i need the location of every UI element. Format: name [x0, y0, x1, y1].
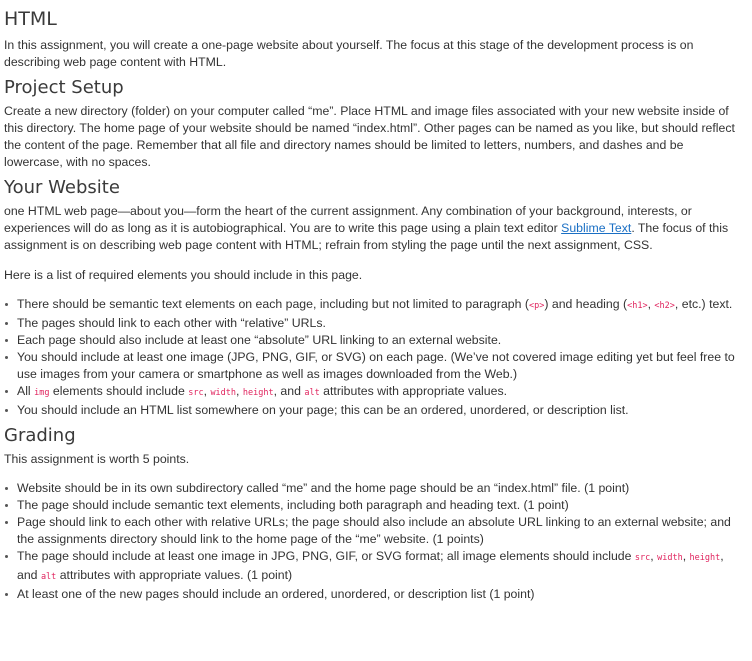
code-width: width [657, 553, 683, 563]
html-intro-paragraph: In this assignment, you will create a one-page website about yourself. The focus at this stage of the development process is on describing web page content with HTML. [4, 38, 694, 69]
requirement-absolute-url: Each page should also include at least one “absolute” URL linking to an external website. [4, 332, 744, 349]
project-setup-heading: Project Setup [4, 77, 124, 98]
code-p-tag: <p> [529, 301, 545, 311]
code-height: height [242, 388, 274, 398]
grading-item-image: The page should include at least one image in JPG, PNG, GIF, or SVG format; all image elements should include src, width, height, and alt attributes with appropriate values. (1 point) [4, 548, 744, 586]
requirement-img-attributes: All img elements should include src, width, height, and alt attributes with appropriate values. [4, 383, 744, 402]
code-src: src [634, 553, 651, 563]
grading-item-links: Page should link to each other with relative URLs; the page should also include an absolute URL linking to an external website; and the assignments directory should link to the home page of the “me” website. (1 points) [4, 514, 744, 548]
code-img: img [34, 388, 50, 398]
code-height: height [689, 553, 721, 563]
requirement-semantic-text: There should be semantic text elements on each page, including but not limited to paragraph (<p>) and heading (<h1>, <h2>, etc.) text. [4, 296, 744, 315]
code-src: src [188, 388, 204, 398]
grading-item-list: At least one of the new pages should include an ordered, unordered, or description list (1 point) [4, 586, 744, 603]
project-setup-paragraph: Create a new directory (folder) on your computer called “me”. Place HTML and image files associated with your new website inside of this directory. The home page of your website should be named “index.html”. Other pages can be named as you like, but should reflect the content of the page. Remember that all file and directory names should be limited to letters, numbers, and dashes and be lowercase, with no spaces. [4, 104, 735, 169]
html-heading: HTML [4, 8, 57, 30]
grading-item-subdirectory: Website should be in its own subdirectory called “me” and the home page should be an “index.html” file. (1 point) [4, 480, 744, 497]
code-alt: alt [304, 388, 320, 398]
requirements-intro: Here is a list of required elements you should include in this page. [4, 268, 363, 282]
requirements-list [4, 296, 744, 419]
code-width: width [210, 388, 237, 398]
code-alt: alt [40, 572, 57, 582]
requirement-relative-urls: The pages should link to each other with “relative” URLs. [4, 315, 744, 332]
grading-item-semantic-text: The page should include semantic text elements, including both paragraph and heading text. (1 point) [4, 497, 744, 514]
grading-list [4, 480, 744, 603]
requirement-image: You should include at least one image (JPG, PNG, GIF, or SVG) on each page. (We’ve not covered image editing yet but feel free to use images from your camera or smartphone as well as images downloaded from the Web.) [4, 349, 744, 383]
your-website-heading: Your Website [4, 177, 120, 198]
code-h1-tag: <h1> [627, 301, 648, 311]
grading-heading: Grading [4, 425, 76, 446]
code-h2-tag: <h2> [654, 301, 675, 311]
sublime-text-link[interactable]: Sublime Text [561, 221, 632, 235]
grading-intro: This assignment is worth 5 points. [4, 452, 190, 466]
requirement-html-list: You should include an HTML list somewhere on your page; this can be an ordered, unordered, or description list. [4, 402, 744, 419]
your-website-paragraph: one HTML web page—about you—form the heart of the current assignment. Any combination of your background, interests, or experiences will do as long as it is autobiographical. You are to write this page using a plain text editor Sublime Text. The focus of this assignment is on describing web page content with HTML; refrain from styling the page until the next assignment, CSS. [4, 204, 729, 252]
